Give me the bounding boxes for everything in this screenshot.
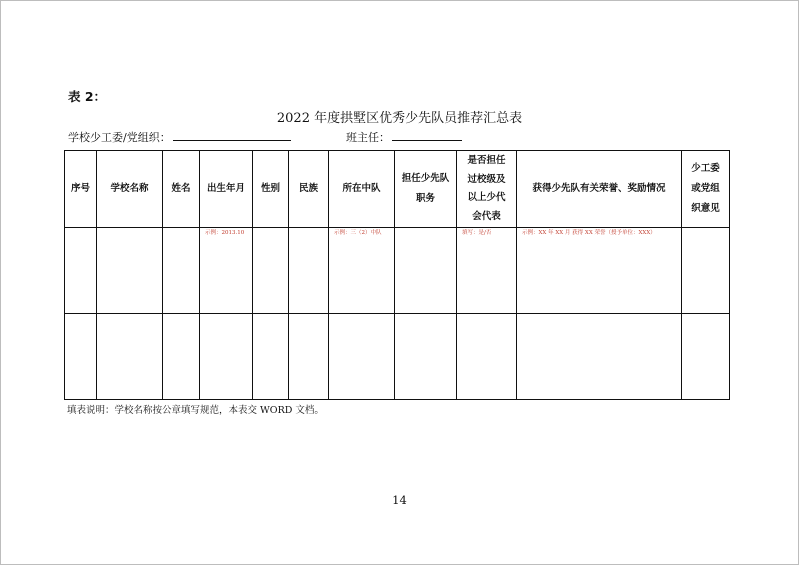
table-cell[interactable] — [457, 314, 517, 400]
table-label: 表 2： — [68, 89, 107, 104]
table-cell[interactable] — [253, 314, 289, 400]
table-cell[interactable] — [97, 314, 163, 400]
honors-example: 示例：XX 年 XX 月 获得 XX 荣誉（授予单位：XXX） — [522, 230, 656, 236]
table-cell[interactable] — [163, 228, 200, 314]
table-cell[interactable] — [329, 314, 395, 400]
table-cell[interactable] — [200, 228, 253, 314]
table-cell[interactable] — [65, 314, 97, 400]
header-council — [457, 151, 517, 228]
birth-example: 示例：2013.10 — [205, 230, 245, 236]
school-field-blank[interactable] — [173, 129, 291, 141]
header-position-line: 职务 — [415, 193, 435, 204]
squadron-example: 示例：三（2）中队 — [334, 230, 382, 236]
table-cell[interactable] — [517, 314, 682, 400]
table-cell[interactable] — [457, 228, 517, 314]
header-council-line: 以上少代 — [467, 192, 506, 203]
table-cell[interactable] — [517, 228, 682, 314]
table-cell[interactable] — [329, 228, 395, 314]
header-opinion-line: 少工委 — [691, 163, 720, 174]
table-cell[interactable] — [253, 228, 289, 314]
table-cell[interactable] — [395, 228, 457, 314]
class-teacher-field — [346, 129, 462, 145]
table-cell[interactable] — [395, 314, 457, 400]
table-cell[interactable] — [200, 314, 253, 400]
header-opinion — [682, 151, 730, 228]
header-position-line: 担任少先队 — [401, 173, 450, 184]
table-cell[interactable] — [289, 314, 329, 400]
table-cell[interactable] — [289, 228, 329, 314]
table-cell[interactable] — [65, 228, 97, 314]
table-row — [65, 228, 730, 314]
table-cell[interactable] — [163, 314, 200, 400]
class-teacher-field-blank[interactable] — [392, 129, 462, 141]
header-school-name: 学校名称 — [97, 151, 163, 228]
class-teacher-field-label: 班主任： — [346, 131, 390, 144]
header-row — [65, 151, 730, 228]
header-council-line: 是否担任 — [467, 155, 506, 166]
header-opinion-line: 或党组 — [691, 183, 720, 194]
council-example: 填写：是/否 — [462, 230, 492, 236]
recommendation-table — [64, 150, 730, 400]
school-field-label: 学校少工委/党组织： — [68, 131, 171, 144]
header-ethnicity: 民族 — [289, 151, 329, 228]
page-number: 14 — [392, 493, 407, 507]
header-birth: 出生年月 — [200, 151, 253, 228]
table-cell[interactable] — [97, 228, 163, 314]
document-title: 2022 年度拱墅区优秀少先队员推荐汇总表 — [276, 111, 523, 126]
header-squadron: 所在中队 — [329, 151, 395, 228]
school-field — [68, 129, 291, 145]
footnote: 填表说明：学校名称按公章填写规范，本表交 WORD 文档。 — [67, 405, 324, 416]
header-position — [395, 151, 457, 228]
header-honors: 获得少先队有关荣誉、奖励情况 — [517, 151, 682, 228]
table-row — [65, 314, 730, 400]
header-council-line: 过校级及 — [467, 173, 506, 185]
header-opinion-line: 织意见 — [691, 203, 720, 214]
header-serial: 序号 — [65, 151, 97, 228]
table-cell[interactable] — [682, 228, 730, 314]
header-gender: 性别 — [253, 151, 289, 228]
header-name: 姓名 — [163, 151, 200, 228]
table-cell[interactable] — [682, 314, 730, 400]
header-council-line: 会代表 — [472, 210, 501, 222]
